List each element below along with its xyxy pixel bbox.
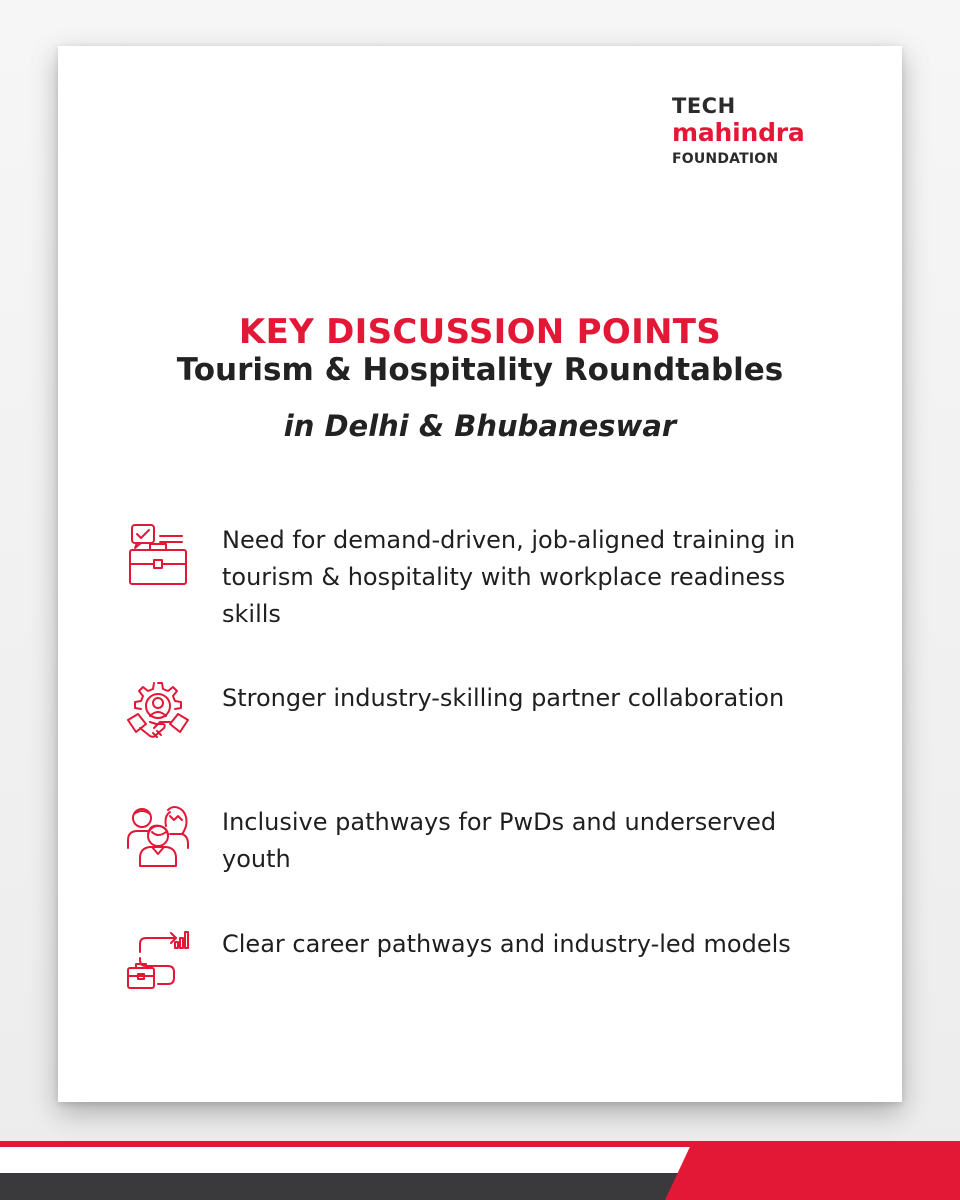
- bottom-red-accent: [0, 1147, 960, 1200]
- discussion-point-1: [126, 522, 846, 642]
- logo-line-tech: TECH: [672, 94, 736, 118]
- discussion-point-text: Clear career pathways and industry-led models: [222, 930, 791, 958]
- discussion-point-4: [126, 926, 846, 1046]
- logo-line-foundation: FOUNDATION: [672, 151, 779, 167]
- discussion-point-text: Inclusive pathways for PwDs and underserved youth: [222, 808, 777, 873]
- people-group-icon: [126, 804, 190, 868]
- discussion-point-text: Stronger industry-skilling partner collaboration: [222, 684, 785, 712]
- career-path-icon: [126, 926, 190, 990]
- discussion-point-text: Need for demand-driven, job-aligned training in tourism & hospitality with workplace readiness skills: [222, 526, 796, 628]
- event-location: in Delhi & Bhubaneswar: [283, 409, 677, 443]
- briefcase-checklist-icon: [126, 522, 190, 586]
- tech-mahindra-foundation-logo: [672, 94, 882, 170]
- page-heading: KEY DISCUSSION POINTS: [238, 312, 722, 352]
- logo-line-mahindra: mahindra: [672, 118, 805, 147]
- content-card: [58, 46, 902, 1102]
- discussion-point-2: [126, 680, 846, 800]
- event-title: Tourism & Hospitality Roundtables: [176, 352, 784, 388]
- handshake-gear-icon: [126, 680, 190, 744]
- discussion-point-3: [126, 804, 846, 924]
